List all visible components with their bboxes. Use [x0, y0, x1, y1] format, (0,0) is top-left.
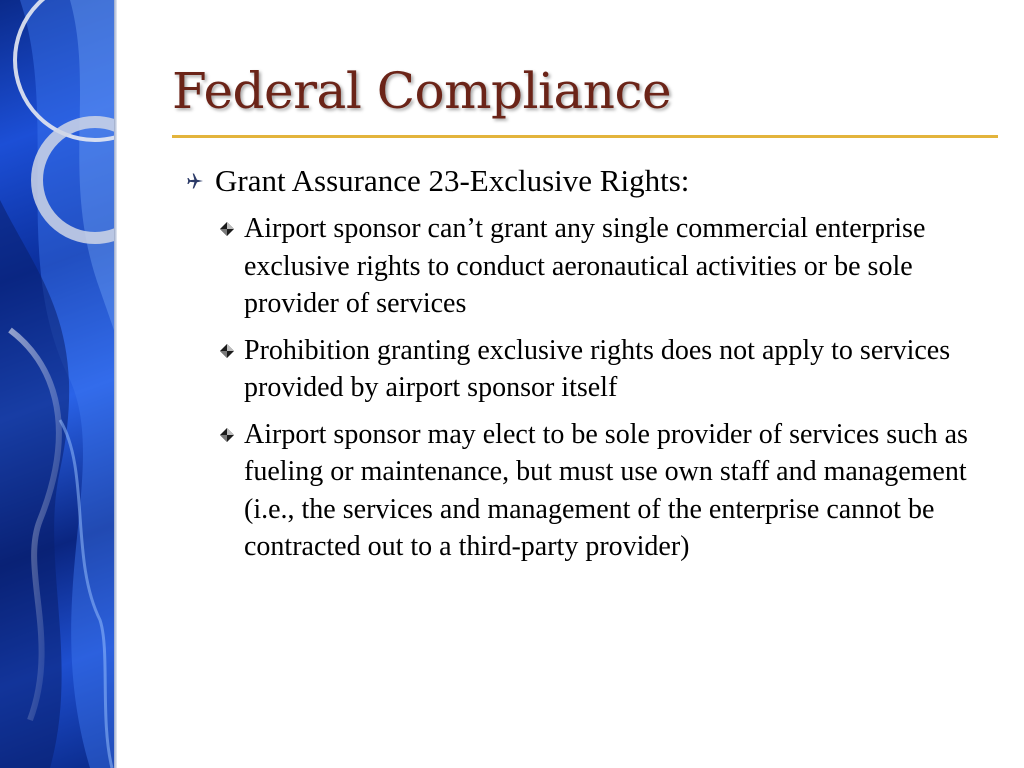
sub-bullet-list — [186, 210, 996, 566]
side-panel-edge — [114, 0, 117, 768]
sub-bullet-text: Airport sponsor may elect to be sole provider of services such as fueling or maintenance, but must use own staff and management (i.e., the services and management of the enterprise cannot be contracted out to a third-party provider) — [244, 418, 968, 562]
diamond-arrow-icon — [219, 343, 235, 359]
title-underline-rule — [172, 135, 998, 138]
diamond-arrow-icon — [219, 221, 235, 237]
sub-bullet-text: Airport sponsor can’t grant any single commercial enterprise exclusive rights to conduct aeronautical activities or be sole provider of services — [244, 213, 926, 319]
diamond-arrow-icon — [219, 427, 235, 443]
sub-bullet-item — [219, 332, 996, 407]
sub-bullet-item — [219, 210, 996, 323]
sub-bullet-item — [219, 416, 996, 566]
slide-title: Federal Compliance — [172, 62, 672, 120]
decorative-side-panel — [0, 0, 114, 768]
bullet-text: Grant Assurance 23-Exclusive Rights: — [215, 163, 690, 198]
slide-body — [186, 160, 996, 575]
abstract-swirl-graphic — [0, 0, 114, 768]
bullet-grant-assurance — [186, 160, 996, 202]
airplane-icon — [186, 172, 204, 190]
sub-bullet-text: Prohibition granting exclusive rights does not apply to services provided by airport sponsor itself — [244, 334, 951, 403]
